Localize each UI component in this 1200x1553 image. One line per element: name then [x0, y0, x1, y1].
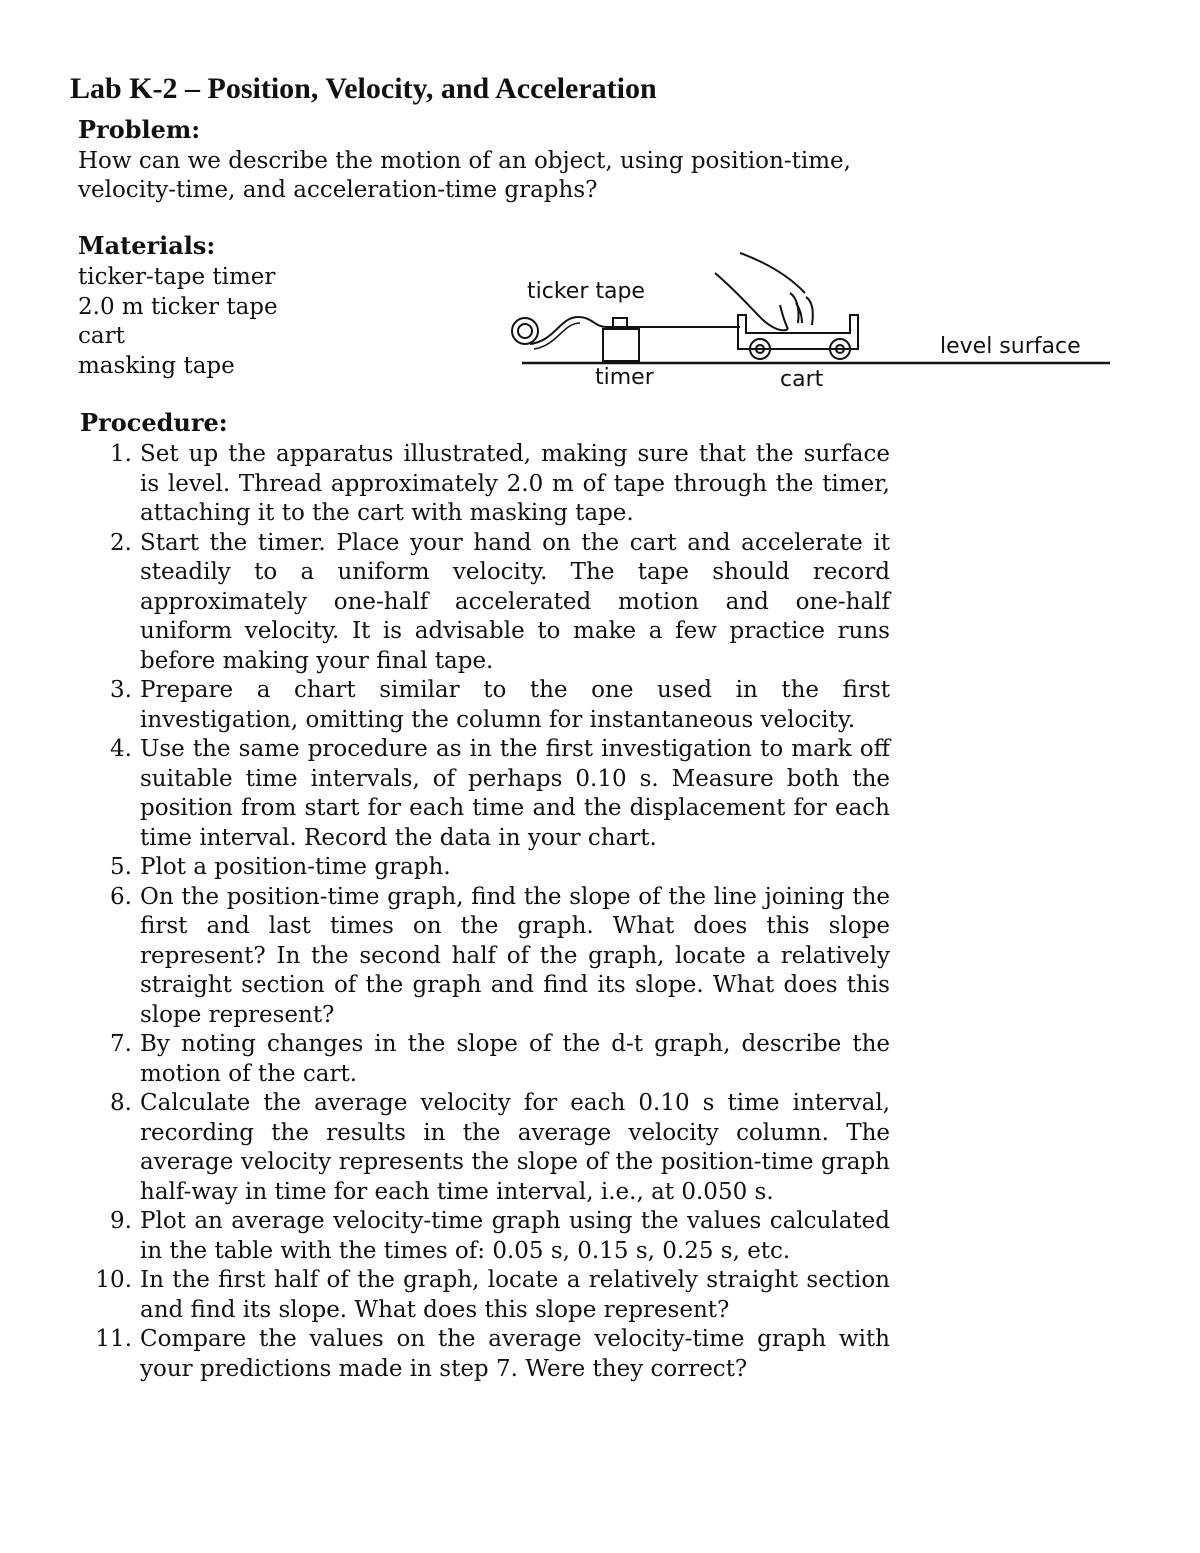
page-title: Lab K-2 – Position, Velocity, and Acceleration: [70, 72, 657, 105]
procedure-step: [80, 1325, 890, 1384]
procedure-step: [80, 1030, 890, 1089]
step-number: 7.: [110, 1031, 132, 1057]
step-number: 9.: [110, 1208, 132, 1234]
procedure-step: [80, 853, 890, 883]
step-text: Use the same procedure as in the first investigation to mark off suitable time intervals, of perhaps 0.10 s. Measure both the position from start for each time and the displacement for each time interval. Record the data in your chart.: [140, 736, 890, 851]
ticker-tape-path-lower: [534, 323, 580, 349]
materials-item: ticker-tape timer: [78, 264, 276, 290]
procedure-heading: Procedure:: [80, 408, 228, 437]
label-ticker-tape: ticker tape: [527, 279, 645, 304]
step-text: Start the timer. Place your hand on the cart and accelerate it steadily to a uniform velocity. The tape should record approximately one-half accelerated motion and one-half uniform velocity. It is advisable to make a few practice runs before making your final tape.: [140, 529, 890, 674]
procedure-step: [80, 440, 890, 529]
materials-heading: Materials:: [78, 231, 216, 260]
procedure-step: [80, 676, 890, 735]
step-number: 5.: [110, 854, 132, 880]
label-timer: timer: [595, 365, 654, 390]
problem-heading: Problem:: [78, 115, 201, 144]
step-text: Plot a position-time graph.: [140, 854, 451, 880]
hand-icon: [715, 253, 813, 330]
procedure-step: [80, 735, 890, 853]
procedure-step: [80, 1089, 890, 1207]
materials-item: 2.0 m ticker tape: [78, 293, 278, 320]
step-number: 10.: [95, 1267, 132, 1293]
problem-text: How can we describe the motion of an object, using position-time, velocity-time, and acceleration-time graphs?: [78, 148, 851, 203]
step-number: 6.: [110, 883, 132, 910]
label-level-surface: level surface: [940, 334, 1081, 359]
procedure-step: [80, 1207, 890, 1266]
label-cart: cart: [780, 367, 824, 390]
step-text: Compare the values on the average velocity-time graph with your predictions made in step 7. Were they correct?: [140, 1326, 890, 1382]
step-text: By noting changes in the slope of the d-t graph, describe the motion of the cart.: [140, 1031, 890, 1087]
step-text: Set up the apparatus illustrated, making sure that the surface is level. Thread approximately 2.0 m of tape through the timer, attaching it to the cart with masking tape.: [140, 441, 890, 526]
step-text: Prepare a chart similar to the one used in the first investigation, omitting the column for instantaneous velocity.: [140, 677, 890, 733]
step-number: 8.: [110, 1090, 132, 1116]
procedure-step: [80, 529, 890, 677]
apparatus-diagram: [500, 245, 1115, 390]
ticker-tape-path: [530, 317, 640, 344]
step-text: On the position-time graph, find the slope of the line joining the first and last times on the graph. What does this slope represent? In the second half of the graph, locate a relatively straight section of the graph and find its slope. What does this slope represent?: [140, 883, 890, 1028]
procedure-steps: [80, 440, 890, 1384]
step-number: 2.: [110, 529, 132, 556]
timer-icon: [603, 318, 639, 361]
step-number: 4.: [110, 736, 132, 762]
materials-list: [78, 263, 278, 381]
materials-item: masking tape: [78, 352, 235, 379]
materials-item: cart: [78, 323, 125, 349]
step-number: 1.: [110, 441, 132, 467]
step-number: 3.: [110, 677, 132, 703]
procedure-step: [80, 883, 890, 1031]
step-text: Plot an average velocity-time graph using the values calculated in the table with the times of: 0.05 s, 0.15 s, 0.25 s, etc.: [140, 1208, 890, 1264]
tape-roll-icon: [512, 318, 538, 344]
step-text: Calculate the average velocity for each 0.10 s time interval, recording the results in the average velocity column. The average velocity represents the slope of the position-time graph half-way in time for each time interval, i.e., at 0.050 s.: [140, 1090, 890, 1205]
step-text: In the first half of the graph, locate a relatively straight section and find its slope. What does this slope represent?: [140, 1267, 890, 1323]
procedure-step: [80, 1266, 890, 1325]
step-number: 11.: [95, 1326, 132, 1352]
